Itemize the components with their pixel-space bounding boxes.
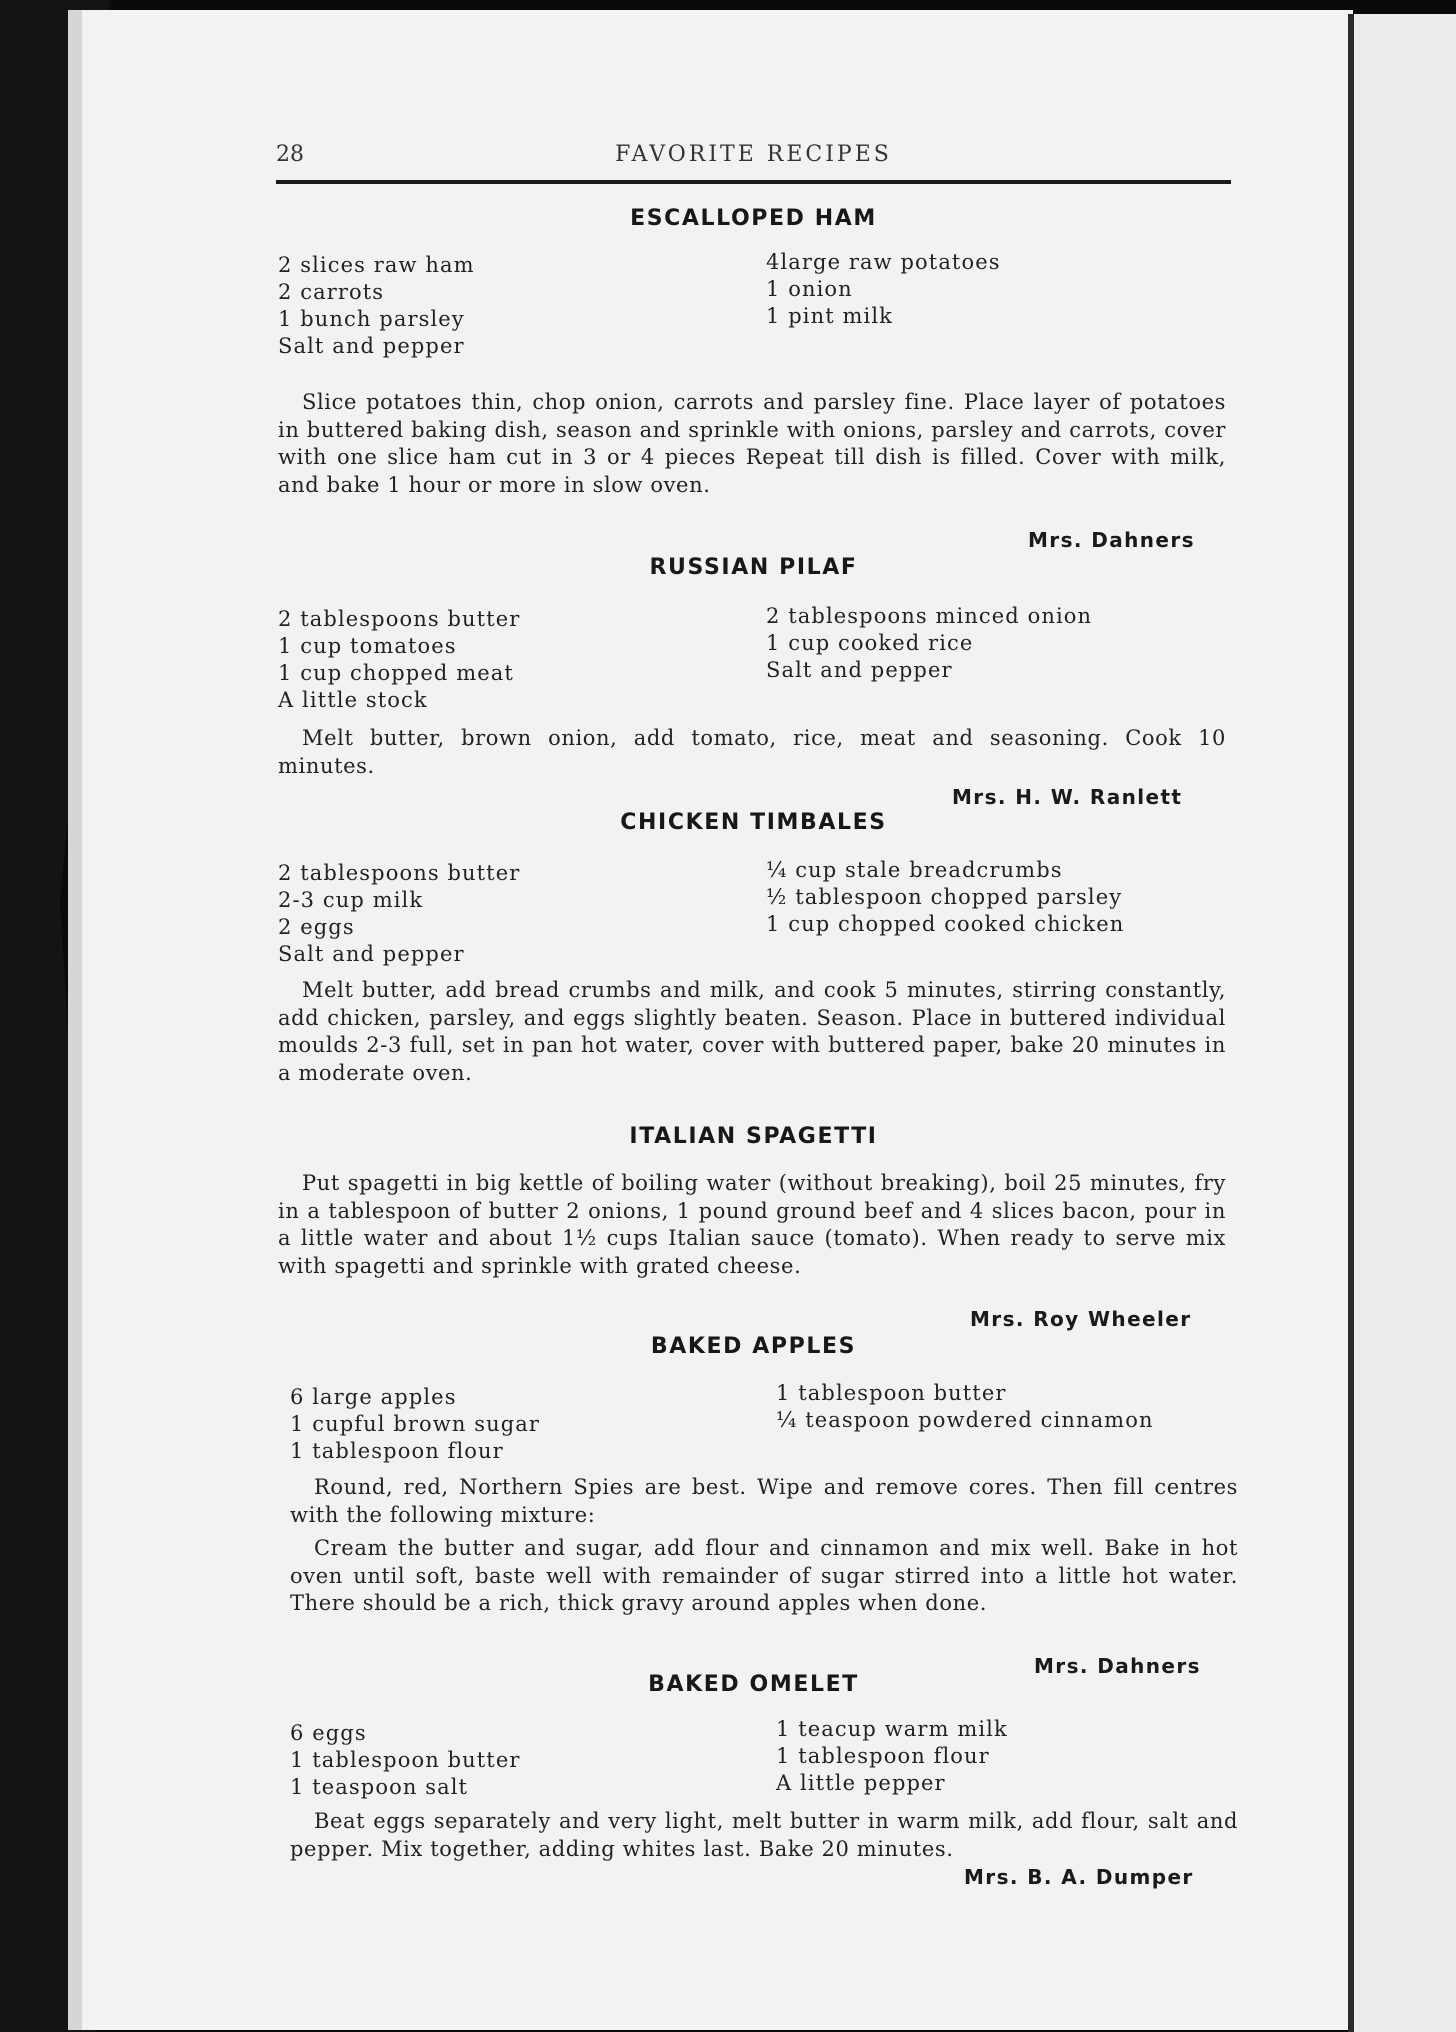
ingredients-right-column [776,1380,1154,1434]
ingredient: Salt and pepper [278,334,465,358]
ingredient: 1 pint milk [766,304,894,328]
ingredient: 2-3 cup milk [278,888,424,912]
ingredient: A little pepper [776,1771,946,1795]
ingredients-left-column [290,1720,521,1801]
ingredient: ¼ cup stale breadcrumbs [766,858,1063,882]
recipe-title: ITALIAN SPAGETTI [629,1124,878,1149]
ingredient: Salt and pepper [766,658,953,682]
ingredient: 6 eggs [290,1721,367,1745]
ingredient: 1 teacup warm milk [776,1717,1008,1741]
ingredient: 1 cup tomatoes [278,634,457,658]
method-text: Cream the butter and sugar, add flour and cinnamon and mix well. Bake in hot oven until soft, baste well with remainder of sugar stirred into a little hot water. There should be a rich, thick gravy around apples when done. [290,1536,1238,1615]
ingredients-right-column [766,857,1124,938]
recipe-author: Mrs. Dahners [1028,528,1195,552]
recipe-title: BAKED OMELET [648,1672,859,1697]
recipe-author: Mrs. Roy Wheeler [970,1307,1192,1331]
method-text: Put spagetti in big kettle of boiling water (without breaking), boil 25 minutes, fry in a tablespoon of butter 2 onions, 1 pound ground beef and 4 slices bacon, pour in a little water and about 1½ cups Italian sauce (tomato). When ready to serve mix with spagetti and sprinkle with grated cheese. [278,1171,1226,1278]
ingredient: 4large raw potatoes [766,250,1001,274]
page-header [276,130,1231,184]
ingredient: 1 cup chopped cooked chicken [766,912,1125,936]
method-text: Beat eggs separately and very light, melt butter in warm milk, add flour, salt and pepper. Mix together, adding whites last. Bake 20 minutes. [290,1809,1238,1861]
ingredient: 1 tablespoon butter [776,1381,1007,1405]
ingredients-left-column [278,606,520,714]
ingredient: 1 tablespoon flour [776,1744,990,1768]
ingredient: 2 tablespoons butter [278,607,521,631]
book-page [70,16,1350,2026]
ingredient: 1 cup cooked rice [766,631,974,655]
method-text: Melt butter, brown onion, add tomato, rice, meat and seasoning. Cook 10 minutes. [278,726,1226,778]
ingredients-left-column [278,252,475,360]
method-text: Melt butter, add bread crumbs and milk, and cook 5 minutes, stirring constantly, add chicken, parsley, and eggs slightly beaten. Season. Place in buttered individual moulds 2-3 full, set in pan hot water, cover with buttered paper, bake 20 minutes in a moderate oven. [278,978,1226,1085]
page-number: 28 [276,142,304,167]
ingredient: 1 cup chopped meat [278,661,514,685]
ingredient: 2 tablespoons butter [278,861,521,885]
ingredient: 2 slices raw ham [278,253,475,277]
recipe-title: ESCALLOPED HAM [630,206,877,231]
running-title: FAVORITE RECIPES [615,142,892,167]
ingredient: 1 bunch parsley [278,307,465,331]
ingredient: 2 eggs [278,915,355,939]
ingredient: 1 cupful brown sugar [290,1412,541,1436]
method-text: Round, red, Northern Spies are best. Wipe and remove cores. Then fill centres with the following mixture: [290,1475,1238,1527]
ingredient: ¼ teaspoon powdered cinnamon [776,1408,1154,1432]
ingredient: 6 large apples [290,1385,457,1409]
ingredient: 2 carrots [278,280,385,304]
ingredient: 1 onion [766,277,853,301]
ingredient: 1 tablespoon flour [290,1439,504,1463]
ingredients-left-column [290,1384,540,1465]
recipe-author: Mrs. H. W. Ranlett [952,785,1183,809]
method-text: Slice potatoes thin, chop onion, carrots and parsley fine. Place layer of potatoes in buttered baking dish, season and sprinkle with onions, parsley and carrots, cover with one slice ham cut in 3 or 4 pieces Repeat till dish is filled. Cover with milk, and bake 1 hour or more in slow oven. [278,390,1226,497]
ingredients-right-column [776,1716,1008,1797]
ingredients-left-column [278,860,520,968]
recipe-title: BAKED APPLES [650,1334,857,1359]
recipe-author: Mrs. Dahners [1034,1654,1201,1678]
recipe-author: Mrs. B. A. Dumper [964,1865,1194,1889]
recipe-title: CHICKEN TIMBALES [620,810,887,835]
ingredient: 1 tablespoon butter [290,1748,521,1772]
ingredients-right-column [766,249,1001,330]
ingredient: Salt and pepper [278,942,465,966]
ingredient: A little stock [278,688,428,712]
ingredient: 2 tablespoons minced onion [766,604,1093,628]
ingredient: ½ tablespoon chopped parsley [766,885,1123,909]
recipe-title: RUSSIAN PILAF [649,555,858,580]
ingredient: 1 teaspoon salt [290,1775,469,1799]
ingredients-right-column [766,603,1092,684]
